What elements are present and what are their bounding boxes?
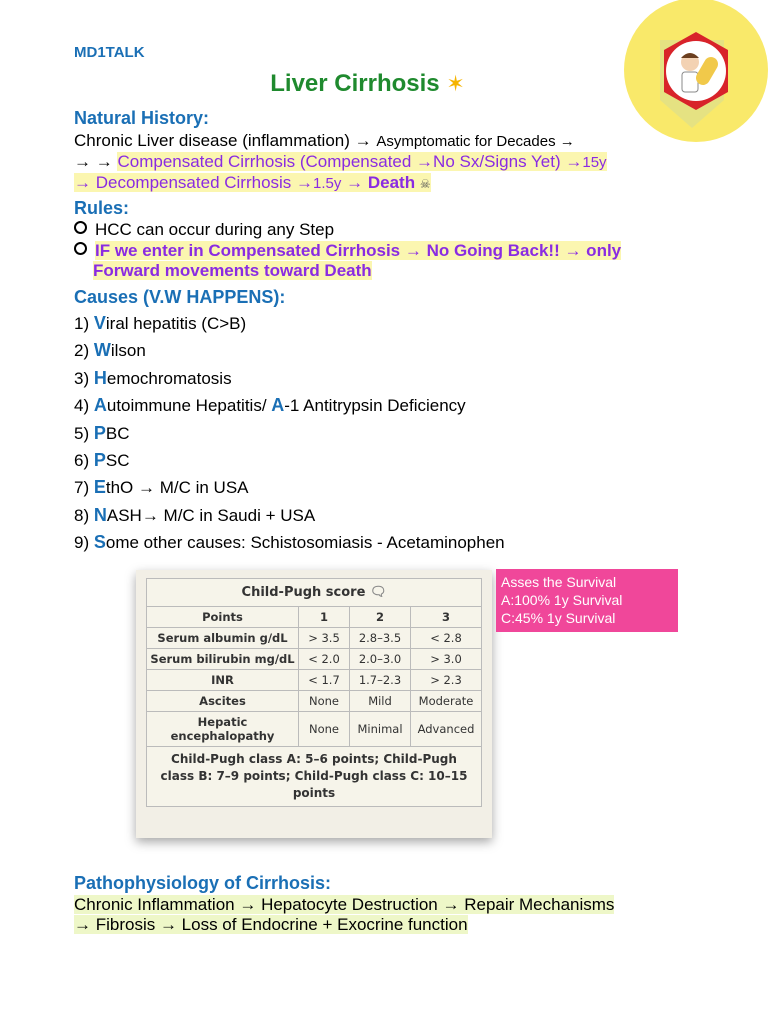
pathophysiology-line-1 <box>74 895 614 915</box>
cause-number: 3) <box>74 368 90 388</box>
nh-line2-years: 15y <box>582 154 607 171</box>
bullet-circle-icon <box>74 242 87 255</box>
cause-initial: P <box>93 422 106 443</box>
col-header-points: Points <box>147 607 299 628</box>
child-pugh-cell: > 2.3 <box>411 670 482 691</box>
col-header-2: 2 <box>350 607 411 628</box>
child-pugh-row <box>147 628 482 649</box>
col-header-1: 1 <box>299 607 350 628</box>
col-header-3: 3 <box>411 607 482 628</box>
child-pugh-cell: 1.7–2.3 <box>350 670 411 691</box>
child-pugh-title-text: Child-Pugh score <box>241 585 366 600</box>
patho-line2-text: → Fibrosis → Loss of Endocrine + Exocrine function <box>74 915 468 934</box>
natural-history-heading: Natural History: <box>74 108 210 128</box>
natural-history-line-2 <box>74 152 607 172</box>
natural-history-line-3 <box>74 173 431 193</box>
rules-item-2-text: IF we enter in Compensated Cirrhosis → No Going Back!! → only <box>95 241 622 260</box>
cause-text: thO → M/C in USA <box>105 478 249 498</box>
brand-label: MD1TALK <box>74 44 145 61</box>
cause-number: 8) <box>74 505 90 525</box>
cause-initial: P <box>93 450 106 470</box>
child-pugh-cell: Minimal <box>350 712 411 747</box>
cause-number: 5) <box>74 423 90 443</box>
child-pugh-table-card <box>136 570 492 838</box>
comment-icon: 🗨 <box>369 585 387 600</box>
cause-item <box>74 423 130 444</box>
nh-line2-highlight <box>117 152 606 171</box>
natural-history-line-1 <box>74 131 575 151</box>
cause-text: ASH→ M/C in Saudi + USA <box>106 505 316 525</box>
cause-number: 1) <box>74 314 90 333</box>
child-pugh-row <box>147 712 482 747</box>
child-pugh-row <box>147 649 482 670</box>
causes-heading: Causes (V.W HAPPENS): <box>74 287 286 307</box>
child-pugh-row-label: Ascites <box>147 691 299 712</box>
cause-text: SC <box>105 451 130 470</box>
skull-icon: ☠ <box>419 177 431 191</box>
child-pugh-cell: < 2.8 <box>411 628 482 649</box>
cause-item <box>74 477 249 498</box>
cause-number: 9) <box>74 533 90 553</box>
cause-text: ilson <box>110 341 146 361</box>
child-pugh-caption: Child-Pugh class A: 5–6 points; Child-Pugh class B: 7–9 points; Child-Pugh class C: 10–15 points <box>147 747 482 807</box>
cause-item <box>74 450 130 471</box>
cause-initial: V <box>93 313 106 333</box>
nh-line1-sub: Asymptomatic for Decades → <box>376 133 575 150</box>
cause-number: 4) <box>74 396 90 416</box>
child-pugh-cell: 2.0–3.0 <box>350 649 411 670</box>
child-pugh-row <box>147 691 482 712</box>
cause-number: 7) <box>74 478 90 498</box>
cause-item <box>74 532 505 553</box>
rules-item-2 <box>74 241 621 261</box>
survival-line-1: Asses the Survival <box>501 574 617 590</box>
child-pugh-row-label: Serum bilirubin mg/dL <box>147 649 299 670</box>
child-pugh-cell: None <box>299 691 350 712</box>
child-pugh-cell: > 3.5 <box>299 628 350 649</box>
survival-line-3: C:45% 1y Survival <box>501 610 616 626</box>
rules-item-2-cont <box>93 261 372 281</box>
cause-text: -1 Antitrypsin Deficiency <box>284 396 466 416</box>
child-pugh-row-label: INR <box>147 670 299 691</box>
child-pugh-header-row <box>147 607 482 628</box>
rules-heading: Rules: <box>74 198 130 218</box>
cause-number: 6) <box>74 451 90 470</box>
cause-initial: N <box>93 504 107 525</box>
star-icon: ✶ <box>446 71 465 96</box>
rules-item-2-text-cont: Forward movements toward Death <box>93 261 372 280</box>
pathophysiology-line-2 <box>74 915 468 935</box>
child-pugh-cell: > 3.0 <box>411 649 482 670</box>
nh-line3-text: → Decompensated Cirrhosis → <box>74 173 314 192</box>
cause-text: ome other causes: Schistosomiasis - Acetaminophen <box>105 533 505 553</box>
child-pugh-row <box>147 670 482 691</box>
child-pugh-cell: Moderate <box>411 691 482 712</box>
child-pugh-title <box>147 579 482 607</box>
cause-initial: A <box>271 395 285 416</box>
cause-initial: E <box>93 477 106 498</box>
child-pugh-cell: < 1.7 <box>299 670 350 691</box>
nh-line3-years: 1.5y <box>313 175 342 192</box>
rules-item-1 <box>74 220 334 240</box>
child-pugh-row-label: Hepatic encephalopathy <box>147 712 299 747</box>
rules-item-1-text: HCC can occur during any Step <box>95 220 335 239</box>
pathophysiology-heading: Pathophysiology of Cirrhosis: <box>74 873 332 893</box>
cause-text: utoimmune Hepatitis/ <box>106 396 272 416</box>
bullet-circle-icon <box>74 221 87 234</box>
nh-line2-arrows: → → <box>74 152 113 171</box>
cause-item <box>74 340 146 361</box>
patho-line1-text: Chronic Inflammation → Hepatocyte Destruction → Repair Mechanisms <box>74 895 615 914</box>
cause-initial: W <box>93 340 111 361</box>
cause-text: emochromatosis <box>106 368 232 388</box>
child-pugh-row-label: Serum albumin g/dL <box>147 628 299 649</box>
nh-line3-arrow: → <box>346 173 364 192</box>
nh-line3-highlight <box>74 173 431 192</box>
nh-line1-text: Chronic Liver disease (inflammation) → <box>74 131 372 150</box>
cause-initial: S <box>93 532 106 553</box>
cause-item <box>74 505 315 526</box>
rules-list <box>74 220 754 282</box>
cause-item <box>74 395 466 416</box>
cause-item <box>74 313 246 334</box>
cause-number: 2) <box>74 341 90 361</box>
child-pugh-table <box>146 578 482 807</box>
nh-line3-death: Death <box>367 173 416 192</box>
cause-initial: H <box>93 367 107 388</box>
child-pugh-cell: Advanced <box>411 712 482 747</box>
child-pugh-cell: < 2.0 <box>299 649 350 670</box>
cause-text: iral hepatitis (C>B) <box>105 314 247 333</box>
child-pugh-cell: 2.8–3.5 <box>350 628 411 649</box>
survival-box <box>496 569 678 632</box>
child-pugh-cell: None <box>299 712 350 747</box>
page-title-text: Liver Cirrhosis <box>270 70 440 97</box>
survival-line-2: A:100% 1y Survival <box>501 592 623 608</box>
cause-item <box>74 368 232 389</box>
cause-text: BC <box>105 423 130 443</box>
cause-initial: A <box>93 395 107 416</box>
child-pugh-cell: Mild <box>350 691 411 712</box>
nh-line2-text: Compensated Cirrhosis (Compensated →No Sx/Signs Yet) → <box>117 152 583 171</box>
page-title <box>0 70 735 98</box>
